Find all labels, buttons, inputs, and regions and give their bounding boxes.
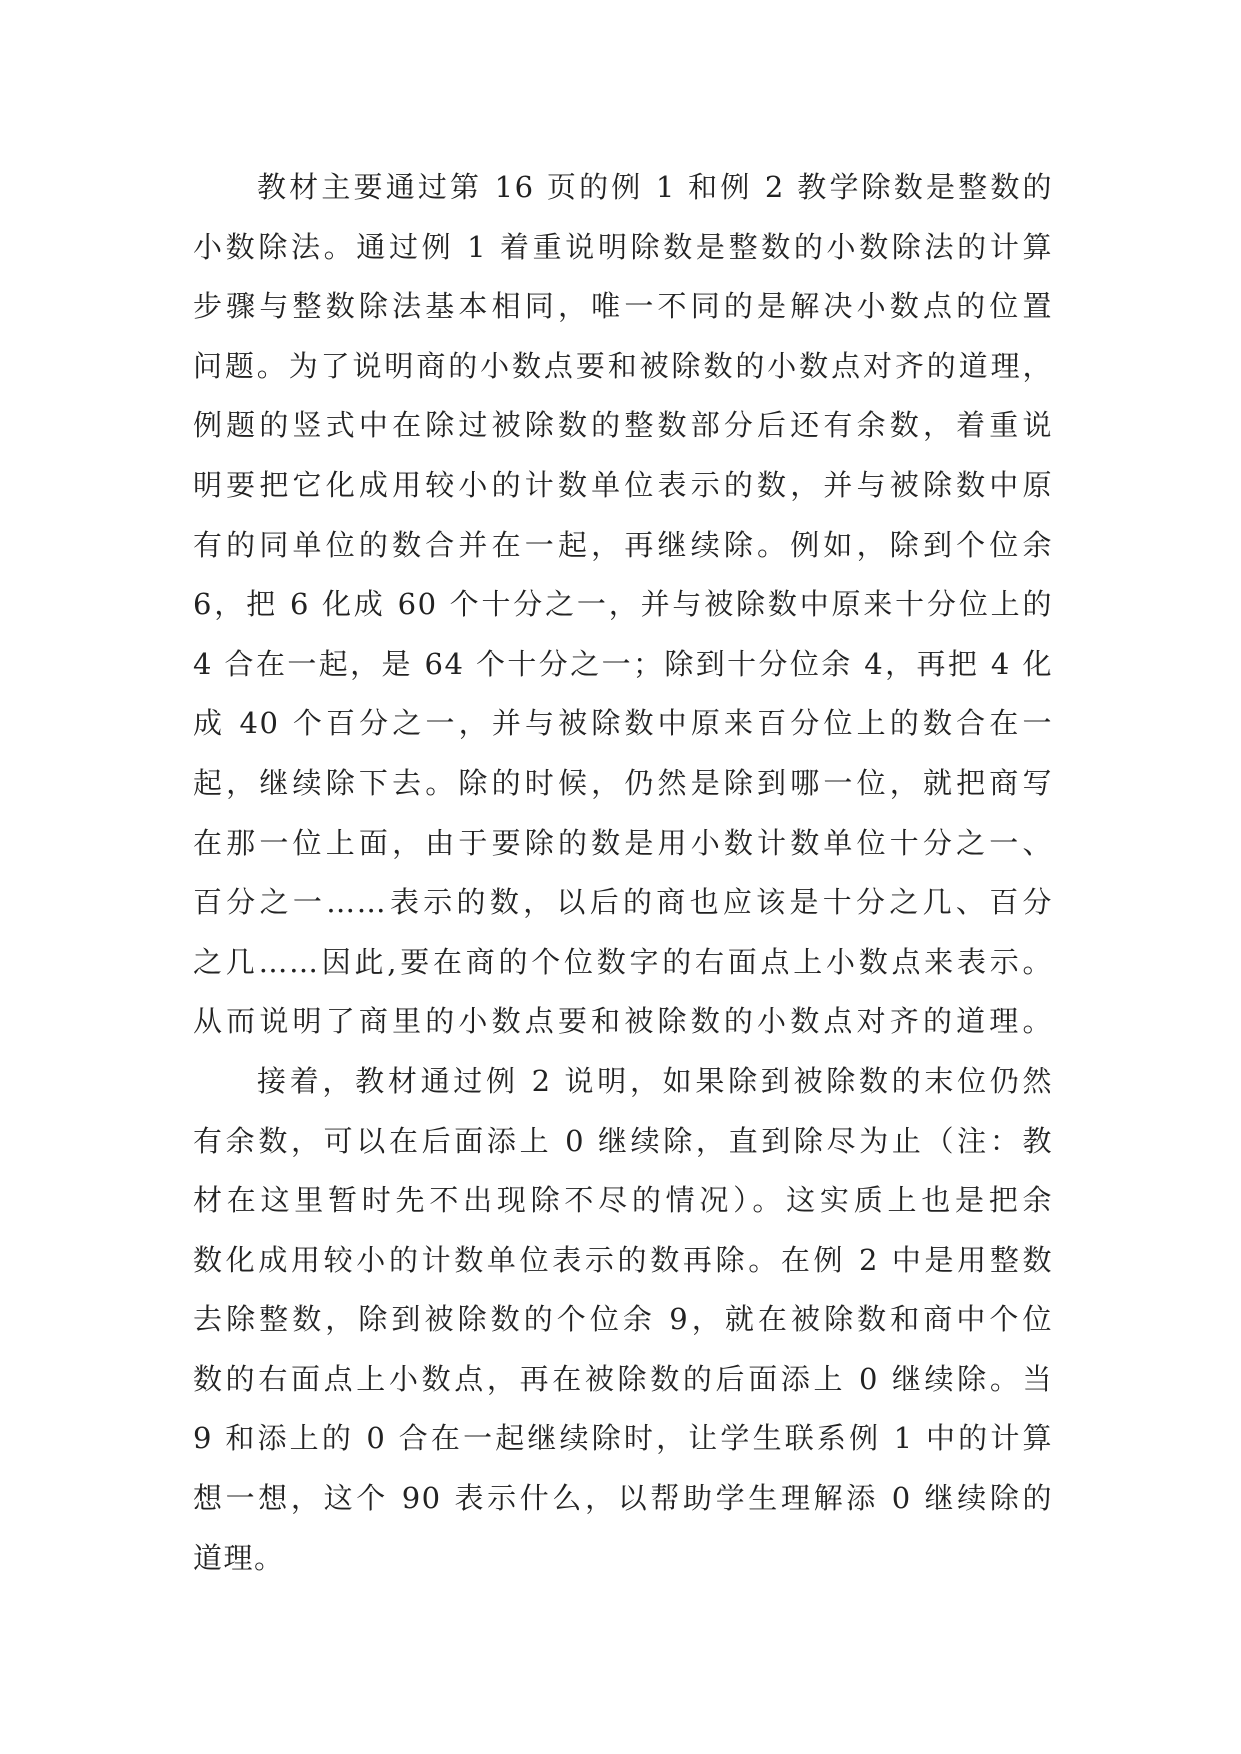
text-line: 数的右面点上小数点，再在被除数的后面添上 0 继续除。当 xyxy=(193,1361,1053,1396)
text-line: 小数除法。通过例 1 着重说明除数是整数的小数除法的计算 xyxy=(193,229,1053,264)
text-line: 起，继续除下去。除的时候，仍然是除到哪一位，就把商写 xyxy=(193,765,1053,800)
text-line: 从而说明了商里的小数点要和被除数的小数点对齐的道理。 xyxy=(193,1004,1053,1039)
text-line: 去除整数，除到被除数的个位余 9，就在被除数和商中个位 xyxy=(193,1302,1053,1337)
text-line: 之几……因此,要在商的个位数字的右面点上小数点来表示。 xyxy=(193,944,1053,979)
text-line: 有余数，可以在后面添上 0 继续除，直到除尽为止（注：教 xyxy=(193,1123,1053,1158)
text-line: 问题。为了说明商的小数点要和被除数的小数点对齐的道理， xyxy=(193,348,1053,383)
text-line: 教材主要通过第 16 页的例 1 和例 2 教学除数是整数的 xyxy=(257,170,1053,204)
text-line: 百分之一……表示的数，以后的商也应该是十分之几、百分 xyxy=(193,885,1053,920)
text-line: 接着，教材通过例 2 说明，如果除到被除数的末位仍然 xyxy=(257,1063,1053,1098)
text-line: 例题的竖式中在除过被除数的整数部分后还有余数，着重说 xyxy=(193,408,1053,443)
text-line: 6，把 6 化成 60 个十分之一，并与被除数中原来十分位上的 xyxy=(193,587,1053,622)
text-line: 在那一位上面，由于要除的数是用小数计数单位十分之一、 xyxy=(193,825,1053,860)
paragraph-1 xyxy=(193,158,1053,1052)
text-line: 数化成用较小的计数单位表示的数再除。在例 2 中是用整数 xyxy=(193,1242,1053,1277)
text-line: 9 和添上的 0 合在一起继续除时，让学生联系例 1 中的计算 xyxy=(193,1421,1053,1456)
text-line: 4 合在一起，是 64 个十分之一；除到十分位余 4，再把 4 化 xyxy=(193,646,1053,681)
text-line: 有的同单位的数合并在一起，再继续除。例如，除到个位余 xyxy=(193,527,1053,562)
text-line: 明要把它化成用较小的计数单位表示的数，并与被除数中原 xyxy=(193,467,1053,502)
text-line: 想一想，这个 90 表示什么，以帮助学生理解添 0 继续除的 xyxy=(193,1481,1053,1516)
text-line: 步骤与整数除法基本相同，唯一不同的是解决小数点的位置 xyxy=(193,289,1053,324)
paragraph-2 xyxy=(193,1052,1053,1588)
text-line: 成 40 个百分之一，并与被除数中原来百分位上的数合在一 xyxy=(193,706,1053,741)
text-line: 材在这里暂时先不出现除不尽的情况）。这实质上也是把余 xyxy=(193,1183,1053,1218)
text-line: 道理。 xyxy=(193,1540,285,1575)
body-text xyxy=(193,158,1053,1588)
